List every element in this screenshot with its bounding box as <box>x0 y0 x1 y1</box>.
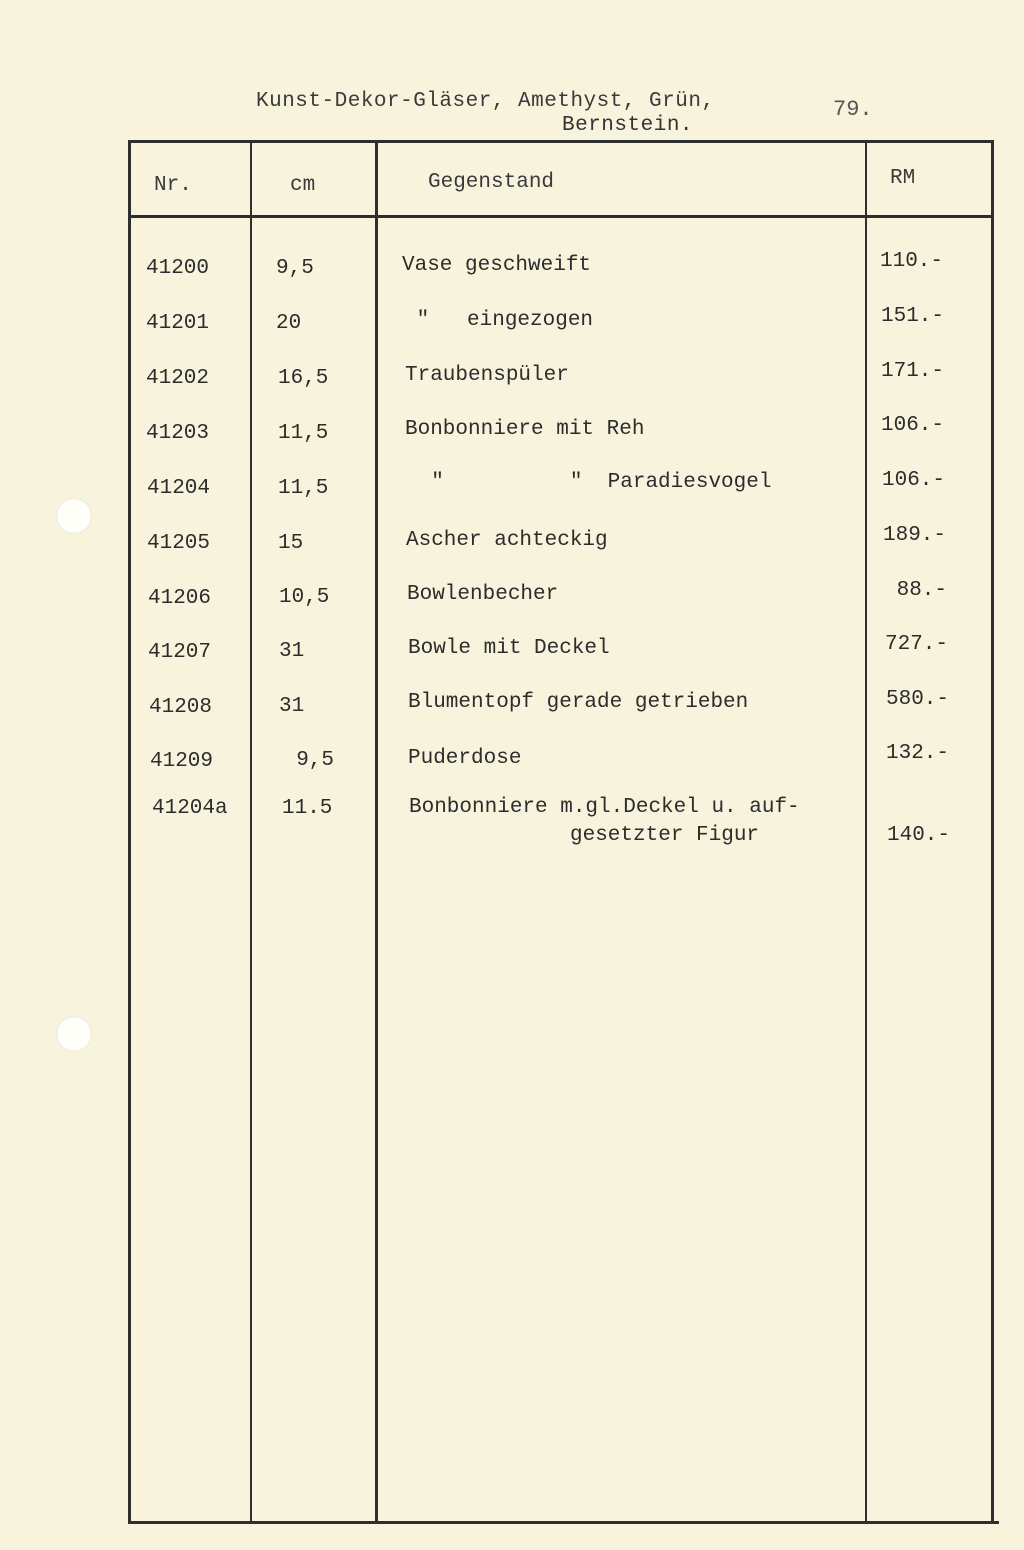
row-nr: 41200 <box>146 257 210 280</box>
row-item: " eingezogen <box>404 309 594 332</box>
row-rm: 151.- <box>881 305 945 328</box>
row-item: Bowlenbecher <box>407 583 559 606</box>
column-divider-2 <box>375 140 378 1524</box>
row-rm: 727.- <box>885 633 949 656</box>
column-header-gegenstand: Gegenstand <box>428 171 555 194</box>
row-rm: 132.- <box>886 742 950 765</box>
row-nr: 41209 <box>150 750 214 773</box>
row-cm: 15 <box>278 532 304 555</box>
row-item-continued: gesetzter Figur <box>570 824 760 847</box>
column-header-nr: Nr. <box>154 174 192 197</box>
punch-hole-bottom <box>56 1016 92 1052</box>
row-cm: 9,5 <box>276 257 314 280</box>
row-cm: 31 <box>279 640 305 663</box>
column-divider-1 <box>250 140 252 1524</box>
document-title: Kunst-Dekor-Gläser, Amethyst, Grün, <box>256 90 715 113</box>
row-cm: 10,5 <box>279 586 330 609</box>
row-item: Bonbonniere m.gl.Deckel u. auf- <box>409 796 800 819</box>
row-item: Ascher achteckig <box>406 529 608 552</box>
row-rm: 189.- <box>883 524 947 547</box>
row-nr: 41205 <box>147 532 211 555</box>
row-nr: 41202 <box>146 367 210 390</box>
row-nr: 41203 <box>146 422 210 445</box>
row-cm: 9,5 <box>271 749 335 772</box>
row-nr: 41207 <box>148 641 212 664</box>
page-number: 79. <box>833 97 873 122</box>
row-cm: 11,5 <box>278 422 329 445</box>
row-rm: 110.- <box>880 250 944 273</box>
row-nr: 41204a <box>152 797 228 820</box>
row-item: Bowle mit Deckel <box>408 637 610 660</box>
row-cm: 31 <box>279 695 305 718</box>
row-cm: 16,5 <box>278 367 329 390</box>
row-rm: 106.- <box>881 414 945 437</box>
row-item: Bonbonniere mit Reh <box>405 418 645 441</box>
row-rm: 106.- <box>882 469 946 492</box>
punch-hole-top <box>56 498 92 534</box>
row-rm: 171.- <box>881 360 945 383</box>
row-item: Puderdose <box>408 747 522 770</box>
row-rm: 140.- <box>887 824 951 847</box>
row-cm: 11.5 <box>282 797 333 820</box>
row-item: Vase geschweift <box>402 254 592 277</box>
column-header-cm: cm <box>290 174 316 197</box>
row-rm: 88.- <box>884 579 948 602</box>
table-right-border <box>991 140 994 1524</box>
row-cm: 11,5 <box>278 477 329 500</box>
column-divider-3 <box>865 140 867 1524</box>
row-item: Blumentopf gerade getrieben <box>408 691 749 714</box>
row-nr: 41201 <box>146 312 210 335</box>
row-cm: 20 <box>276 312 302 335</box>
row-nr: 41204 <box>147 477 211 500</box>
document-title-continued: Bernstein. <box>562 114 694 137</box>
row-item: Traubenspüler <box>405 364 569 387</box>
table-left-border <box>128 140 131 1524</box>
column-header-rm: RM <box>890 167 916 190</box>
row-item: " " Paradiesvogel <box>406 471 772 494</box>
row-nr: 41208 <box>149 696 213 719</box>
table-bottom-border <box>131 1521 999 1524</box>
row-nr: 41206 <box>148 587 212 610</box>
row-rm: 580.- <box>886 688 950 711</box>
